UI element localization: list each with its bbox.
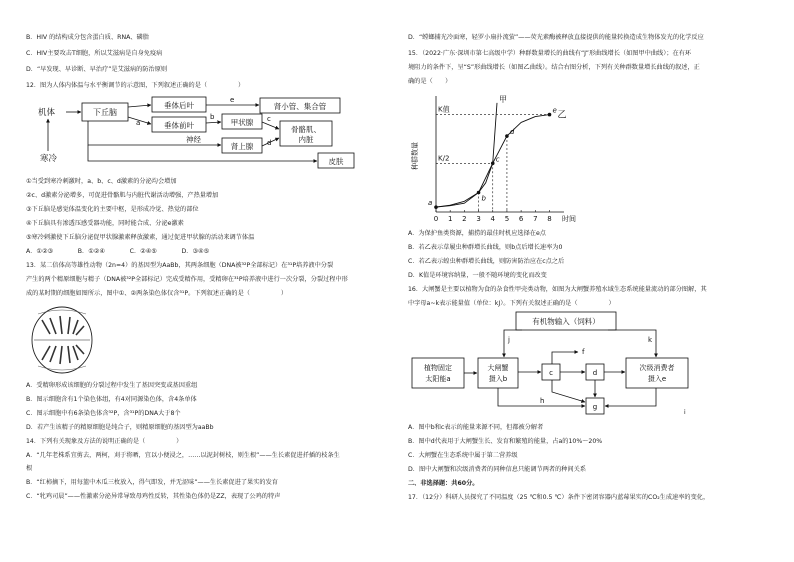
muscle-label-2: 内脏	[298, 135, 314, 144]
q11-option-d: D．“早发现、早诊断、早治疗”是艾滋病的防治原则	[26, 66, 168, 73]
x-tick-label-6: 6	[518, 215, 524, 223]
label-a: a	[136, 119, 141, 127]
q14-option-d: D．“螳螂捕光冷面寒，轻罗小扇扑流萤”——荧光素酶被释放直接提供的能量转换造成生物体发光的化学反应	[408, 34, 704, 41]
h-label: h	[540, 397, 545, 405]
point-label-e: e	[552, 106, 557, 115]
right-column	[408, 0, 788, 562]
series-jia-label: 甲	[499, 95, 507, 104]
y-axis-label: 种群数量	[411, 142, 419, 170]
q12-stem: 12．图为人体内体温与水平衡调节的示意图，下列叙述正确的是（ ）	[26, 82, 245, 89]
c-label: c	[549, 369, 553, 377]
label-b: b	[210, 113, 215, 121]
q12-options: A．①②③ B．①②④ C．②④⑤ D．③④⑤	[26, 248, 210, 255]
x-axis-label: 时间	[562, 215, 576, 223]
q15-stem-3: 确的是（ ）	[408, 78, 452, 85]
q13-option-d: D．若产生该精子的精原细胞是纯合子，则精原细胞的基因型为aaBb	[26, 424, 214, 431]
population-growth-chart	[408, 90, 588, 230]
organic-input-label: 有机物输入（饲料）	[532, 317, 600, 326]
half-k-label: K/2	[438, 154, 450, 163]
point-c	[491, 162, 495, 166]
q12-statement-2: ②c、d激素分泌增多，可促进骨骼肌与内脏代谢活动增强，产热量增加	[26, 192, 219, 199]
q11-option-b: B．HIV 的结构成分包含蛋白质、RNA、磷脂	[26, 34, 149, 41]
q14-option-b: B．“红柿摘下，用每篮中木瓜三枚放入，得气即发，并无涩味”——生长素促进了果实的发育	[26, 479, 278, 486]
f-label: f	[582, 348, 585, 356]
x-tick-label-7: 7	[533, 215, 538, 223]
q15-stem-2: 境阻力的条件下，呈“S”形曲线增长（如图乙曲线）。结合右图分析，下列有关种群数量增长曲线的叙述，正	[408, 64, 700, 71]
x-tick-label-1: 1	[447, 215, 453, 223]
g-label: g	[592, 403, 598, 411]
q14-option-a-cont: 根	[26, 465, 33, 472]
q13-stem-3: 成的某时期的细胞如图所示，图中①、②两条染色体仅含³¹P。下列叙述正确的是（ ）	[26, 290, 288, 297]
q11-option-c: C．HIV主要攻击T细胞，所以艾滋病是自身免疫病	[26, 50, 163, 57]
q13-stem-1: 13．某二倍体高等雄性动物（2n=4）的基因型为AaBb，其两条细胞（DNA被³²P全部标记）在³¹P培养液中分裂	[26, 262, 334, 269]
label-c: c	[267, 115, 271, 123]
q16-stem-1: 16．大闸蟹是主要以植物为食的杂食性甲壳类动物，如图为大闸蟹养殖水域生态系统能量流动的部分图解，其	[408, 286, 707, 293]
q16-option-c: C．大闸蟹在生态系统中属于第二营养级	[408, 452, 518, 459]
point-label-a: a	[428, 199, 433, 208]
x-tick-label-4: 4	[490, 215, 495, 223]
q15-stem-1: 15．（2022·广东·深圳市第七高级中学）种群数量增长的曲线有“J”形曲线增长（如图甲中曲线）；在有环	[408, 50, 692, 57]
thyroid-label: 甲状腺	[230, 118, 254, 127]
q14-option-a: A．“几年老株系宜剪去，两柯，刈于将晒，宜以小便浸之，……以泥封树枝，则生根”——生长素促进扦插的枝条生	[26, 452, 340, 459]
second-consumer-label-2: 摄入e	[647, 375, 667, 383]
hypothalamus-label: 下丘脑	[93, 108, 117, 117]
q16-energy-flow-diagram	[408, 310, 698, 422]
k-value-label: K值	[438, 105, 450, 114]
q12-statement-3: ③下丘脑是感觉体温变化的主要中枢，是形成冷觉、热觉的部位	[26, 206, 199, 213]
q17-stem: 17．（12分）科研人员探究了不同温度（25 ℃和0.5 ℃）条件下密闭容器内蓝莓果实的CO₂生成速率的变化，	[408, 494, 710, 501]
cold-label: 寒冷	[40, 154, 58, 164]
stray-mark: i	[684, 409, 686, 416]
d-label: d	[592, 369, 598, 377]
j-label: j	[508, 336, 510, 344]
kidney-label: 肾小管、集合管	[273, 102, 327, 111]
label-e: e	[230, 96, 235, 104]
q16-option-b: B．图中d代表用于大闸蟹生长、发育和繁殖的能量，占a的10%～20%	[408, 438, 603, 445]
q16-option-d: D．图中大闸蟹和次级消费者的同种信息只能调节两者的种间关系	[408, 466, 587, 473]
nerve-label: 神经	[186, 135, 201, 144]
series-yi-label: 乙	[557, 110, 567, 121]
crab-label-1: 大闸蟹	[487, 364, 509, 372]
q15-option-a: A．为保护鱼类资源，捕捞的最佳时机应选择在e点	[408, 230, 546, 237]
q14-stem: 14．下列有关现象及方法的说明正确的是（ ）	[26, 438, 183, 445]
q13-cell-figure	[28, 304, 98, 376]
q13-stem-2: 产生的两个精原细胞与精子（DNA被³²P全部标记）完成受精作用，受精卵在³¹P培养液中进行一次分裂，分裂过程中形	[26, 276, 348, 283]
plant-label-2: 太阳能a	[425, 375, 451, 383]
plant-label-1: 植物固定	[424, 364, 452, 372]
q12-statement-1: ①当受到寒冷刺激时，a、b、c、d激素的分泌均会增加	[26, 178, 177, 185]
adrenal-label: 肾上腺	[230, 142, 254, 151]
point-label-d: d	[509, 128, 515, 137]
label-d: d	[267, 139, 272, 147]
posterior-pituitary-label: 垂体后叶	[164, 101, 194, 110]
q15-option-d: D．K值是环境容纳量，一般不随环境的变化而改变	[408, 272, 547, 279]
muscle-label-1: 骨骼肌、	[291, 125, 321, 134]
second-consumer-box	[626, 358, 688, 388]
point-b	[477, 191, 481, 195]
point-label-b: b	[481, 194, 487, 203]
crab-label-2: 摄入b	[488, 375, 508, 383]
skin-label: 皮肤	[328, 157, 344, 166]
left-column	[26, 0, 406, 562]
x-tick-label-5: 5	[504, 215, 510, 223]
q15-option-b: B．若乙表示草履虫种群增长曲线，则b点后增长速率为0	[408, 244, 563, 251]
x-tick-label-3: 3	[476, 215, 481, 223]
x-tick-label-8: 8	[547, 215, 552, 223]
body-label: 机体	[38, 108, 56, 118]
k-label: k	[648, 336, 653, 344]
q12-statement-5: ⑤寒冷刺激使下丘脑分泌促甲状腺激素释放激素，通过促进甲状腺的活动来调节体温	[26, 234, 255, 241]
q13-option-b: B．图示细胞含有1个染色体组，有4对同源染色体，含4条单体	[26, 396, 197, 403]
q16-option-a: A．图中b和c表示的能量来源不同，但都被分解者	[408, 424, 544, 431]
second-consumer-label-1: 次级消费者	[639, 364, 675, 372]
plant-box	[412, 358, 464, 388]
q14-option-c: C．“牝鸡司晨”——性激素分泌异常导致母鸡性反转，其性染色体仍是ZZ，表现了公鸡的特声	[26, 493, 281, 500]
q12-regulation-diagram	[26, 93, 386, 173]
x-tick-label-2: 2	[462, 215, 467, 223]
point-label-c: c	[495, 155, 500, 164]
anterior-pituitary-label: 垂体前叶	[164, 121, 194, 130]
point-e	[548, 113, 552, 117]
point-d	[505, 134, 509, 138]
q15-option-c: C．若乙表示蝗虫种群增长曲线，则防害防治应在c点之后	[408, 258, 565, 265]
section-2-heading: 二、非选择题：共60分。	[408, 480, 479, 487]
point-a	[434, 205, 438, 209]
q13-option-a: A．受精卵形成该细胞的分裂过程中发生了基因突变或基因重组	[26, 382, 198, 389]
q16-stem-2: 中字母a~k表示能量值（单位：kJ）。下列有关叙述正确的是（ ）	[408, 300, 615, 307]
crab-box	[478, 358, 518, 388]
x-tick-label-0: 0	[433, 215, 439, 223]
q13-option-c: C．图示细胞中有6条染色体含³²P，含³¹P的DNA大于8个	[26, 410, 181, 417]
q12-statement-4: ④下丘脑具有渗透压感受器功能，同时能合成、分泌e激素	[26, 220, 184, 227]
